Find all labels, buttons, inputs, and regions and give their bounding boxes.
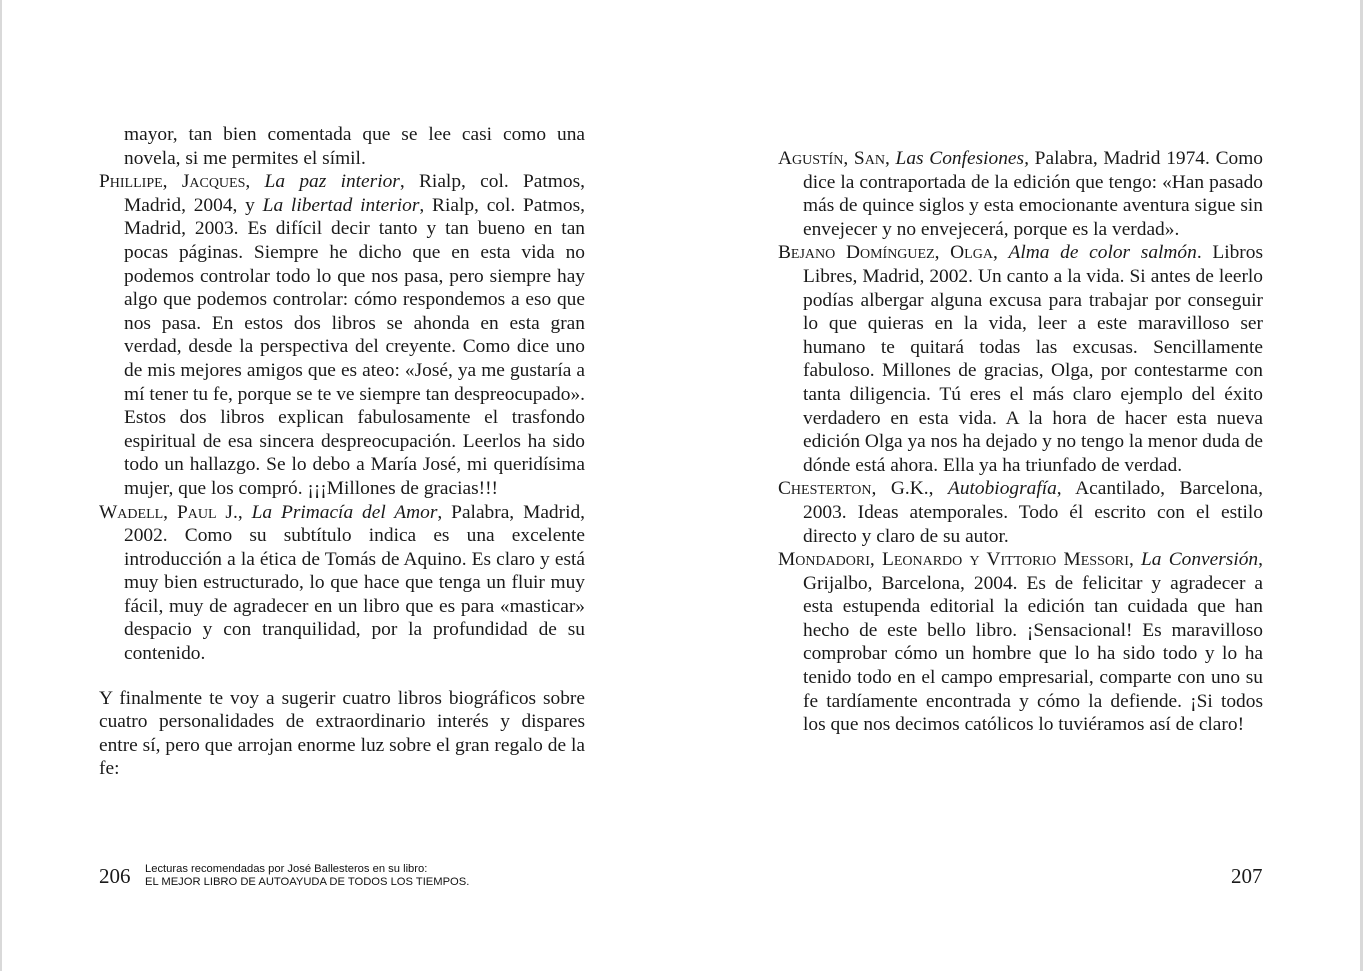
entry-separator: , <box>928 478 948 500</box>
bibliography-entry-chesterton <box>778 477 1263 548</box>
entry-title: La paz interior <box>264 171 400 193</box>
continued-entry: mayor, tan bien comentada que se lee casi como una novela, si me permites el símil. <box>124 124 585 169</box>
entry-author: Phillipe, Jacques <box>99 171 246 193</box>
entry-text: , Acantilado, Barcelona, 2003. Ideas atemporales. Todo él escrito con el estilo directo y claro de su autor. <box>803 478 1263 547</box>
entry-separator: , <box>1128 549 1142 571</box>
bibliography-entry-mondadori <box>778 548 1263 737</box>
entry-separator: , <box>237 501 252 523</box>
entry-author: Mondadori, Leonardo y Vittorio Messori <box>778 549 1129 571</box>
closing-paragraph: Y finalmente te voy a sugerir cuatro libros biográficos sobre cuatro personalidades de extraordinario interés y dispares entre sí, pero que arrojan enorme luz sobre el gran regalo de la fe: <box>99 687 585 780</box>
right-page-text <box>778 147 1263 737</box>
entry-author: Chesterton, G.K. <box>778 478 929 500</box>
entry-title: Las Confesiones, <box>895 148 1029 169</box>
entry-text: , Palabra, Madrid, 2002. Como su subtítulo indica es una excelente introducción a la ética de Tomás de Aquino. Es claro y está muy bien estructurado, lo que hace que tenga un fluir muy fácil, muy de agradecer en un libro que es para «masticar» despacio y con tranquilidad, por la profundidad de su contenido. <box>124 501 586 665</box>
page-border-left <box>0 0 2 971</box>
entry-separator: , <box>992 242 1009 264</box>
left-page-text <box>99 123 585 781</box>
entry-title: La Conversión <box>1141 549 1259 571</box>
bibliography-entry-phillipe <box>99 170 585 500</box>
entry-title: Autobiografía <box>947 478 1057 500</box>
entry-author: Wadell, Paul J. <box>99 501 238 523</box>
entry-text: , Grijalbo, Barcelona, 2004. Es de felicitar y agradecer a esta estupenda editorial la edición tan cuidada que han hecho de este bello libro. ¡Sensacional! Es maravilloso comprobar cómo un hombre que lo ha sido todo y lo ha tenido todo en el campo empresarial, comparte con uno su fe tardíamente encontrada y cómo la defiende. ¡Si todos los que nos decimos católicos lo tuviéramos así de claro! <box>803 549 1263 736</box>
entry-text: . Libros Libres, Madrid, 2002. Un canto a la vida. Si antes de leerlo podías albergar alguna excusa para trabajar por conseguir lo que quieras en la vida, leer a este maravilloso ser humano te quitará todas las excusas. Sencillamente fabuloso. Millones de gracias, Olga, por contestarme con tanta diligencia. Tú eres el más claro ejemplo del éxito verdadero en esta vida. A la hora de hacer esta nueva edición Olga ya nos ha dejado y no tengo la menor duda de dónde está ahora. Ella ya ha triunfado de verdad. <box>803 242 1263 476</box>
entry-title: La Primacía del Amor <box>251 501 438 523</box>
entry-text: , Rialp, col. Patmos, Madrid, 2004, y <box>124 171 585 216</box>
bibliography-entry-agustin <box>778 147 1263 241</box>
entry-title: Alma de color salmón <box>1008 242 1197 264</box>
entry-separator: , <box>245 171 265 193</box>
bibliography-entry-bejano <box>778 241 1263 477</box>
footer-note <box>145 863 469 889</box>
entry-text: , Rialp, col. Patmos, Madrid, 2003. Es difícil decir tanto y tan bueno en tan pocas páginas. Siempre he dicho que en esta vida no podemos controlar todo lo que nos pasa, pero siempre hay algo que podemos controlar: cómo respondemos a eso que nos pasa. En estos dos libros se ahonda en esta gran verdad, desde la perspectiva del creyente. Como dice uno de mis mejores amigos que es ateo: «José, ya me gustaría a mí tener tu fe, porque se te ve siempre tan despreocupado». Estos dos libros explican fabulosamente el trasfondo espiritual de esa sincera despreocupación. Leerlos ha sido todo un hallazgo. Se lo debo a María José, mi queridísima mujer, que los compró. ¡¡¡Millones de gracias!!! <box>124 194 585 499</box>
entry-text: Palabra, Madrid 1974. Como dice la contraportada de la edición que tengo: «Han pasado más de quince siglos y esta emocionante aventura sigue sin envejecer y no envejecerá, porque es la verdad». <box>803 148 1263 240</box>
entry-title-second: La libertad interior <box>262 194 420 216</box>
page-number-left: 206 <box>99 864 131 888</box>
footer-line: Lecturas recomendadas por José Ballesteros en su libro: <box>145 863 428 875</box>
entry-author: Bejano Domínguez, Olga <box>778 242 993 264</box>
entry-separator: , <box>884 148 896 169</box>
bibliography-entry-wadell <box>99 501 585 666</box>
page-number-right: 207 <box>1231 864 1263 888</box>
footer-book-title: EL MEJOR LIBRO DE AUTOAYUDA DE TODOS LOS TIEMPOS. <box>145 876 470 888</box>
entry-author: Agustín, San <box>778 148 885 169</box>
